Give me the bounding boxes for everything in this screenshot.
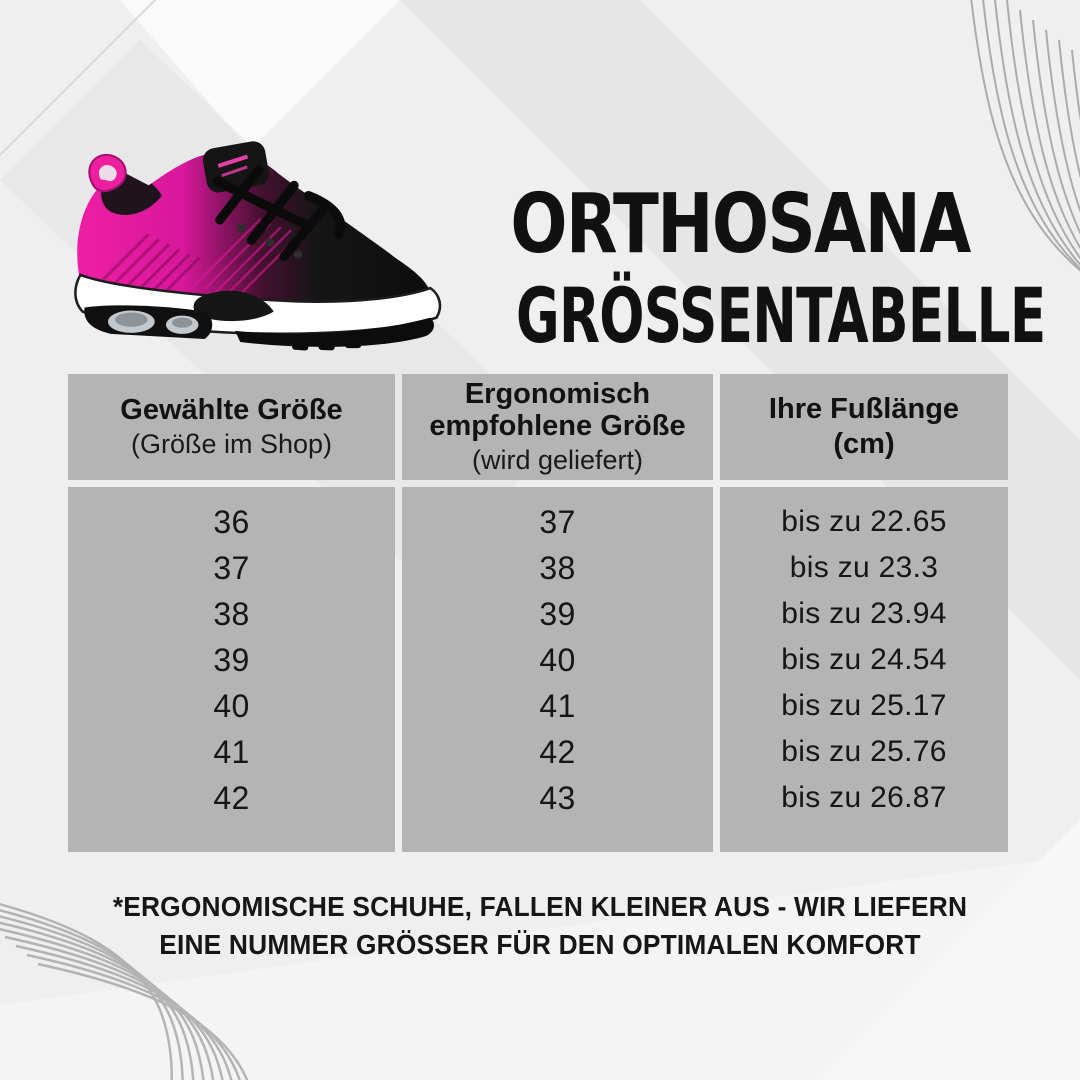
table-cell: bis zu 25.76 [781,735,947,768]
table-cell: bis zu 23.94 [781,597,947,630]
table-cell: 41 [213,733,250,770]
table-cell: 40 [539,641,576,678]
column-header-foot-length [720,374,1008,480]
column-title: Gewählte Größe [120,393,343,426]
table-cell: 37 [213,549,250,586]
table-cell: 42 [213,779,250,816]
table-column-delivered-sizes [402,487,713,852]
table-cell: bis zu 23.3 [789,551,939,584]
footnote-line-1: *ERGONOMISCHE SCHUHE, FALLEN KLEINER AUS - WIR LIEFERN [112,891,968,922]
footnote-line-2: EINE NUMMER GRÖSSER FÜR DEN OPTIMALEN KOMFORT [159,928,921,960]
table-cell: 42 [539,733,576,770]
sneaker-image [52,122,464,382]
table-column-shop-sizes [68,487,395,852]
table-cell: 39 [213,641,250,678]
table-cell: 41 [539,687,576,724]
column-header-delivered-size [402,374,713,480]
page-subtitle: GRÖSSENTABELLE [516,271,1046,360]
column-header-shop-size [68,374,395,480]
table-cell: 39 [539,595,576,632]
column-title: Ergonomisch empfohlene Größe [429,377,686,442]
title-block [420,177,1060,360]
table-cell: bis zu 22.65 [781,505,947,538]
size-table [68,374,1008,852]
table-cell: bis zu 24.54 [781,643,947,676]
table-cell: bis zu 26.87 [781,781,947,814]
column-subtitle: (cm) [833,427,895,460]
table-cell: 37 [539,503,576,540]
footnote [32,888,1047,964]
column-subtitle: (wird geliefert) [471,445,644,476]
table-column-foot-lengths [720,487,1008,852]
table-cell: 38 [539,549,576,586]
table-cell: 38 [213,595,250,632]
table-cell: 36 [213,503,250,540]
table-cell: 43 [539,779,576,816]
table-cell: 40 [213,687,250,724]
column-title: Ihre Fußlänge [768,393,960,426]
brand-title: ORTHOSANA [510,177,970,272]
table-cell: bis zu 25.17 [781,689,947,722]
column-subtitle: (Größe im Shop) [130,429,333,460]
